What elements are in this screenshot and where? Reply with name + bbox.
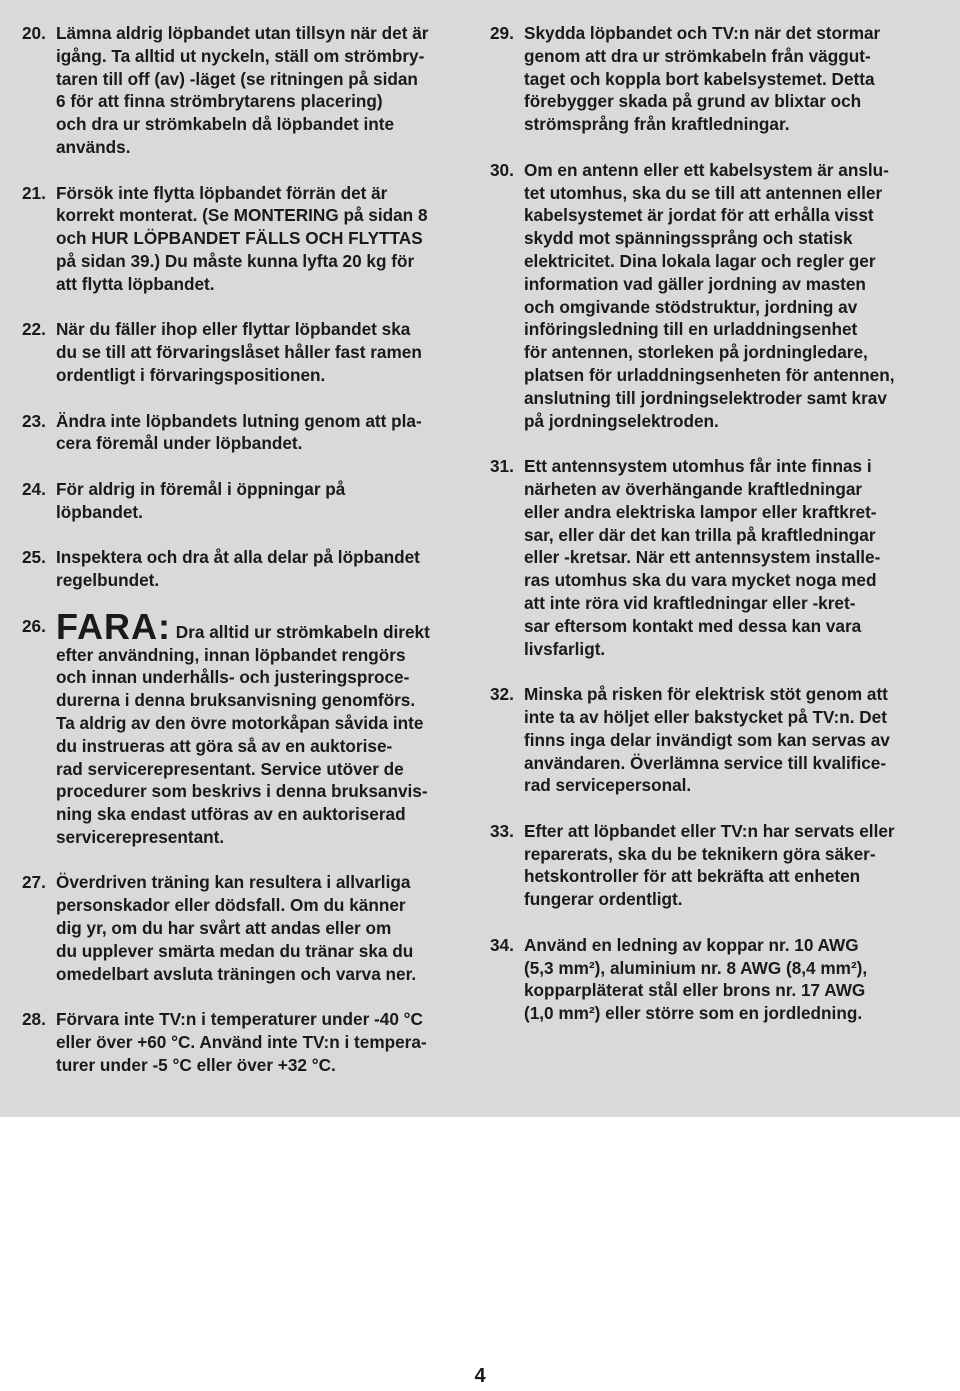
item-text-line: att flytta löpbandet.	[56, 273, 215, 294]
item-text-line: kabelsystemet är jordat för att erhålla visst	[524, 205, 874, 226]
item-number: 31.	[490, 456, 514, 477]
safety-item-26	[22, 605, 472, 849]
safety-item-29	[490, 22, 940, 136]
item-text-line: genom att dra ur strömkabeln från väggut-	[524, 45, 871, 66]
item-text-line: Överdriven träning kan resultera i allvarliga	[56, 872, 411, 893]
item-text-line: Ändra inte löpbandets lutning genom att pla-	[56, 410, 422, 431]
item-text-line: elektricitet. Dina lokala lagar och regler ger	[524, 250, 876, 271]
safety-item-34	[490, 934, 940, 1025]
item-text-line: När du fäller ihop eller flyttar löpbandet ska	[56, 319, 411, 340]
safety-item-22	[22, 318, 472, 386]
item-text-line: information vad gäller jordning av masten	[524, 273, 866, 294]
item-text-line: löpbandet.	[56, 501, 143, 522]
item-text-line: du se till att förvaringslåset håller fast ramen	[56, 342, 422, 363]
safety-item-20	[22, 22, 472, 159]
item-text-line: införingsledning till en urladdningsenhet	[524, 319, 858, 340]
item-text-line: Minska på risken för elektrisk stöt genom att	[524, 684, 888, 705]
item-number: 33.	[490, 820, 514, 841]
item-text-line: används.	[56, 136, 131, 157]
item-text-line: kopparpläterat stål eller brons nr. 17 AWG	[524, 980, 866, 1001]
item-number: 28.	[22, 1009, 46, 1030]
item-number: 27.	[22, 872, 46, 893]
item-text-line: Försök inte flytta löpbandet förrän det är	[56, 182, 388, 203]
item-text-line: dig yr, om du har svårt att andas eller om	[56, 918, 392, 939]
item-text-line: fungerar ordentligt.	[524, 889, 683, 910]
item-text-line: platsen för urladdningsenheten för antennen,	[524, 364, 895, 385]
item-text-line: cera föremål under löpbandet.	[56, 433, 303, 454]
item-text-line: på jordningselektroden.	[524, 410, 719, 431]
safety-item-23	[22, 410, 472, 456]
item-text-line: durerna i denna bruksanvisning genomförs.	[56, 690, 416, 711]
item-text-line: eller över +60 °C. Använd inte TV:n i tempera-	[56, 1032, 427, 1053]
item-text-line: inte ta av höljet eller bakstycket på TV:n. Det	[524, 706, 887, 727]
item-text-line: Om en antenn eller ett kabelsystem är anslu-	[524, 159, 889, 180]
item-text-line: Använd en ledning av koppar nr. 10 AWG	[524, 934, 859, 955]
item-text-line: skydd mot spänningssprång och statisk	[524, 228, 853, 249]
item-text-line: Skydda löpbandet och TV:n när det stormar	[524, 23, 881, 43]
page-number: 4	[474, 1365, 486, 1387]
item-text-line: anslutning till jordningselektroder samt krav	[524, 387, 887, 408]
item-text-line: ras utomhus ska du vara mycket noga med	[524, 570, 877, 591]
item-text-line: för antennen, storleken på jordningledare,	[524, 342, 868, 363]
item-text-line: på sidan 39.) Du måste kunna lyfta 20 kg för	[56, 250, 415, 271]
item-number: 34.	[490, 934, 514, 955]
item-text-line: och omgivande stödstruktur, jordning av	[524, 296, 858, 317]
safety-item-21	[22, 182, 472, 296]
item-text-line: ordentligt i förvaringspositionen.	[56, 364, 326, 385]
item-text-line: turer under -5 °C eller över +32 °C.	[56, 1054, 336, 1075]
safety-item-33	[490, 820, 940, 911]
safety-item-27	[22, 871, 472, 985]
danger-warning-word: FARA:	[56, 605, 171, 647]
item-text-line: strömsprång från kraftledningar.	[524, 114, 790, 135]
item-text-line: 6 för att finna strömbrytarens placering)	[56, 91, 383, 112]
item-text-line: du upplever smärta medan du tränar ska du	[56, 940, 414, 961]
left-column	[22, 22, 472, 1099]
item-text-line: du instrueras att göra så av en auktorise-	[56, 735, 393, 756]
right-column	[490, 22, 940, 1048]
item-text-line: sar, eller där det kan trilla på kraftledningar	[524, 524, 876, 545]
item-text-line: att inte röra vid kraftledningar eller -kret-	[524, 592, 856, 613]
safety-item-32	[490, 683, 940, 797]
item-text-line: rad servicepersonal.	[524, 775, 692, 796]
item-text-line: sar eftersom kontakt med dessa kan vara	[524, 615, 862, 636]
item-text-line: Ta aldrig av den övre motorkåpan såvida inte	[56, 712, 424, 733]
danger-first-line: Dra alltid ur strömkabeln direkt	[175, 621, 430, 642]
item-text-line: närheten av överhängande kraftledningar	[524, 478, 863, 499]
item-number: 22.	[22, 319, 46, 340]
safety-item-25	[22, 546, 472, 592]
item-text-line: reparerats, ska du be teknikern göra säker-	[524, 843, 876, 864]
item-text-line: hetskontroller för att bekräfta att enheten	[524, 866, 861, 887]
item-number: 30.	[490, 159, 514, 180]
item-text-line: Förvara inte TV:n i temperaturer under -40 °C	[56, 1009, 423, 1030]
item-text-line: finns inga delar invändigt som kan servas av	[524, 729, 890, 750]
item-text-line: rad servicerepresentant. Service utöver de	[56, 758, 404, 779]
item-text-line: Efter att löpbandet eller TV:n har servats eller	[524, 820, 895, 841]
item-number: 29.	[490, 23, 514, 43]
item-text-line: eller -kretsar. När ett antennsystem installe-	[524, 547, 881, 568]
item-text-line: servicerepresentant.	[56, 826, 225, 847]
item-text-line: användaren. Överlämna service till kvalifice-	[524, 752, 887, 773]
item-number: 24.	[22, 478, 46, 499]
item-text-line: och innan underhålls- och justeringsproce-	[56, 667, 410, 688]
item-text-line: efter användning, innan löpbandet rengörs	[56, 644, 406, 665]
safety-item-28	[22, 1008, 472, 1076]
item-number: 23.	[22, 410, 46, 431]
item-text-line: taget och koppla bort kabelsystemet. Detta	[524, 68, 875, 89]
item-number: 25.	[22, 547, 46, 568]
item-text-line: (1,0 mm²) eller större som en jordledning.	[524, 1003, 863, 1024]
item-text-line: (5,3 mm²), aluminium nr. 8 AWG (8,4 mm²),	[524, 957, 868, 978]
item-text-line: personskador eller dödsfall. Om du känner	[56, 895, 406, 916]
item-text-line: För aldrig in föremål i öppningar på	[56, 478, 346, 499]
item-number: 21.	[22, 182, 46, 203]
item-text-line: och HUR LÖPBANDET FÄLLS OCH FLYTTAS	[56, 228, 423, 249]
item-text-line: regelbundet.	[56, 570, 160, 591]
item-number: 26.	[22, 615, 46, 636]
item-text-line: ning ska endast utföras av en auktoriserad	[56, 804, 406, 825]
item-text-line: eller andra elektriska lampor eller kraftkret-	[524, 501, 877, 522]
item-text-line: igång. Ta alltid ut nyckeln, ställ om strömbry-	[56, 45, 425, 66]
safety-item-24	[22, 478, 472, 524]
item-text-line: livsfarligt.	[524, 638, 606, 659]
item-number: 20.	[22, 23, 46, 43]
safety-item-30	[490, 159, 940, 433]
safety-item-31	[490, 455, 940, 660]
item-text-line: Inspektera och dra åt alla delar på löpbandet	[56, 547, 420, 568]
item-text-line: taren till off (av) -läget (se ritningen på sidan	[56, 68, 418, 89]
item-text-line: tet utomhus, ska du se till att antennen eller	[524, 182, 883, 203]
item-text-line: korrekt monterat. (Se MONTERING på sidan 8	[56, 205, 428, 226]
item-text-line: förebygger skada på grund av blixtar och	[524, 91, 862, 112]
item-number: 32.	[490, 684, 514, 705]
item-text-line: Lämna aldrig löpbandet utan tillsyn när det är	[56, 23, 429, 43]
danger-line	[56, 605, 472, 647]
item-text-line: Ett antennsystem utomhus får inte finnas i	[524, 456, 872, 477]
item-text-line: omedelbart avsluta träningen och varva ner.	[56, 963, 417, 984]
item-text-line: och dra ur strömkabeln då löpbandet inte	[56, 114, 395, 135]
item-text-line: procedurer som beskrivs i denna bruksanvis-	[56, 781, 428, 802]
